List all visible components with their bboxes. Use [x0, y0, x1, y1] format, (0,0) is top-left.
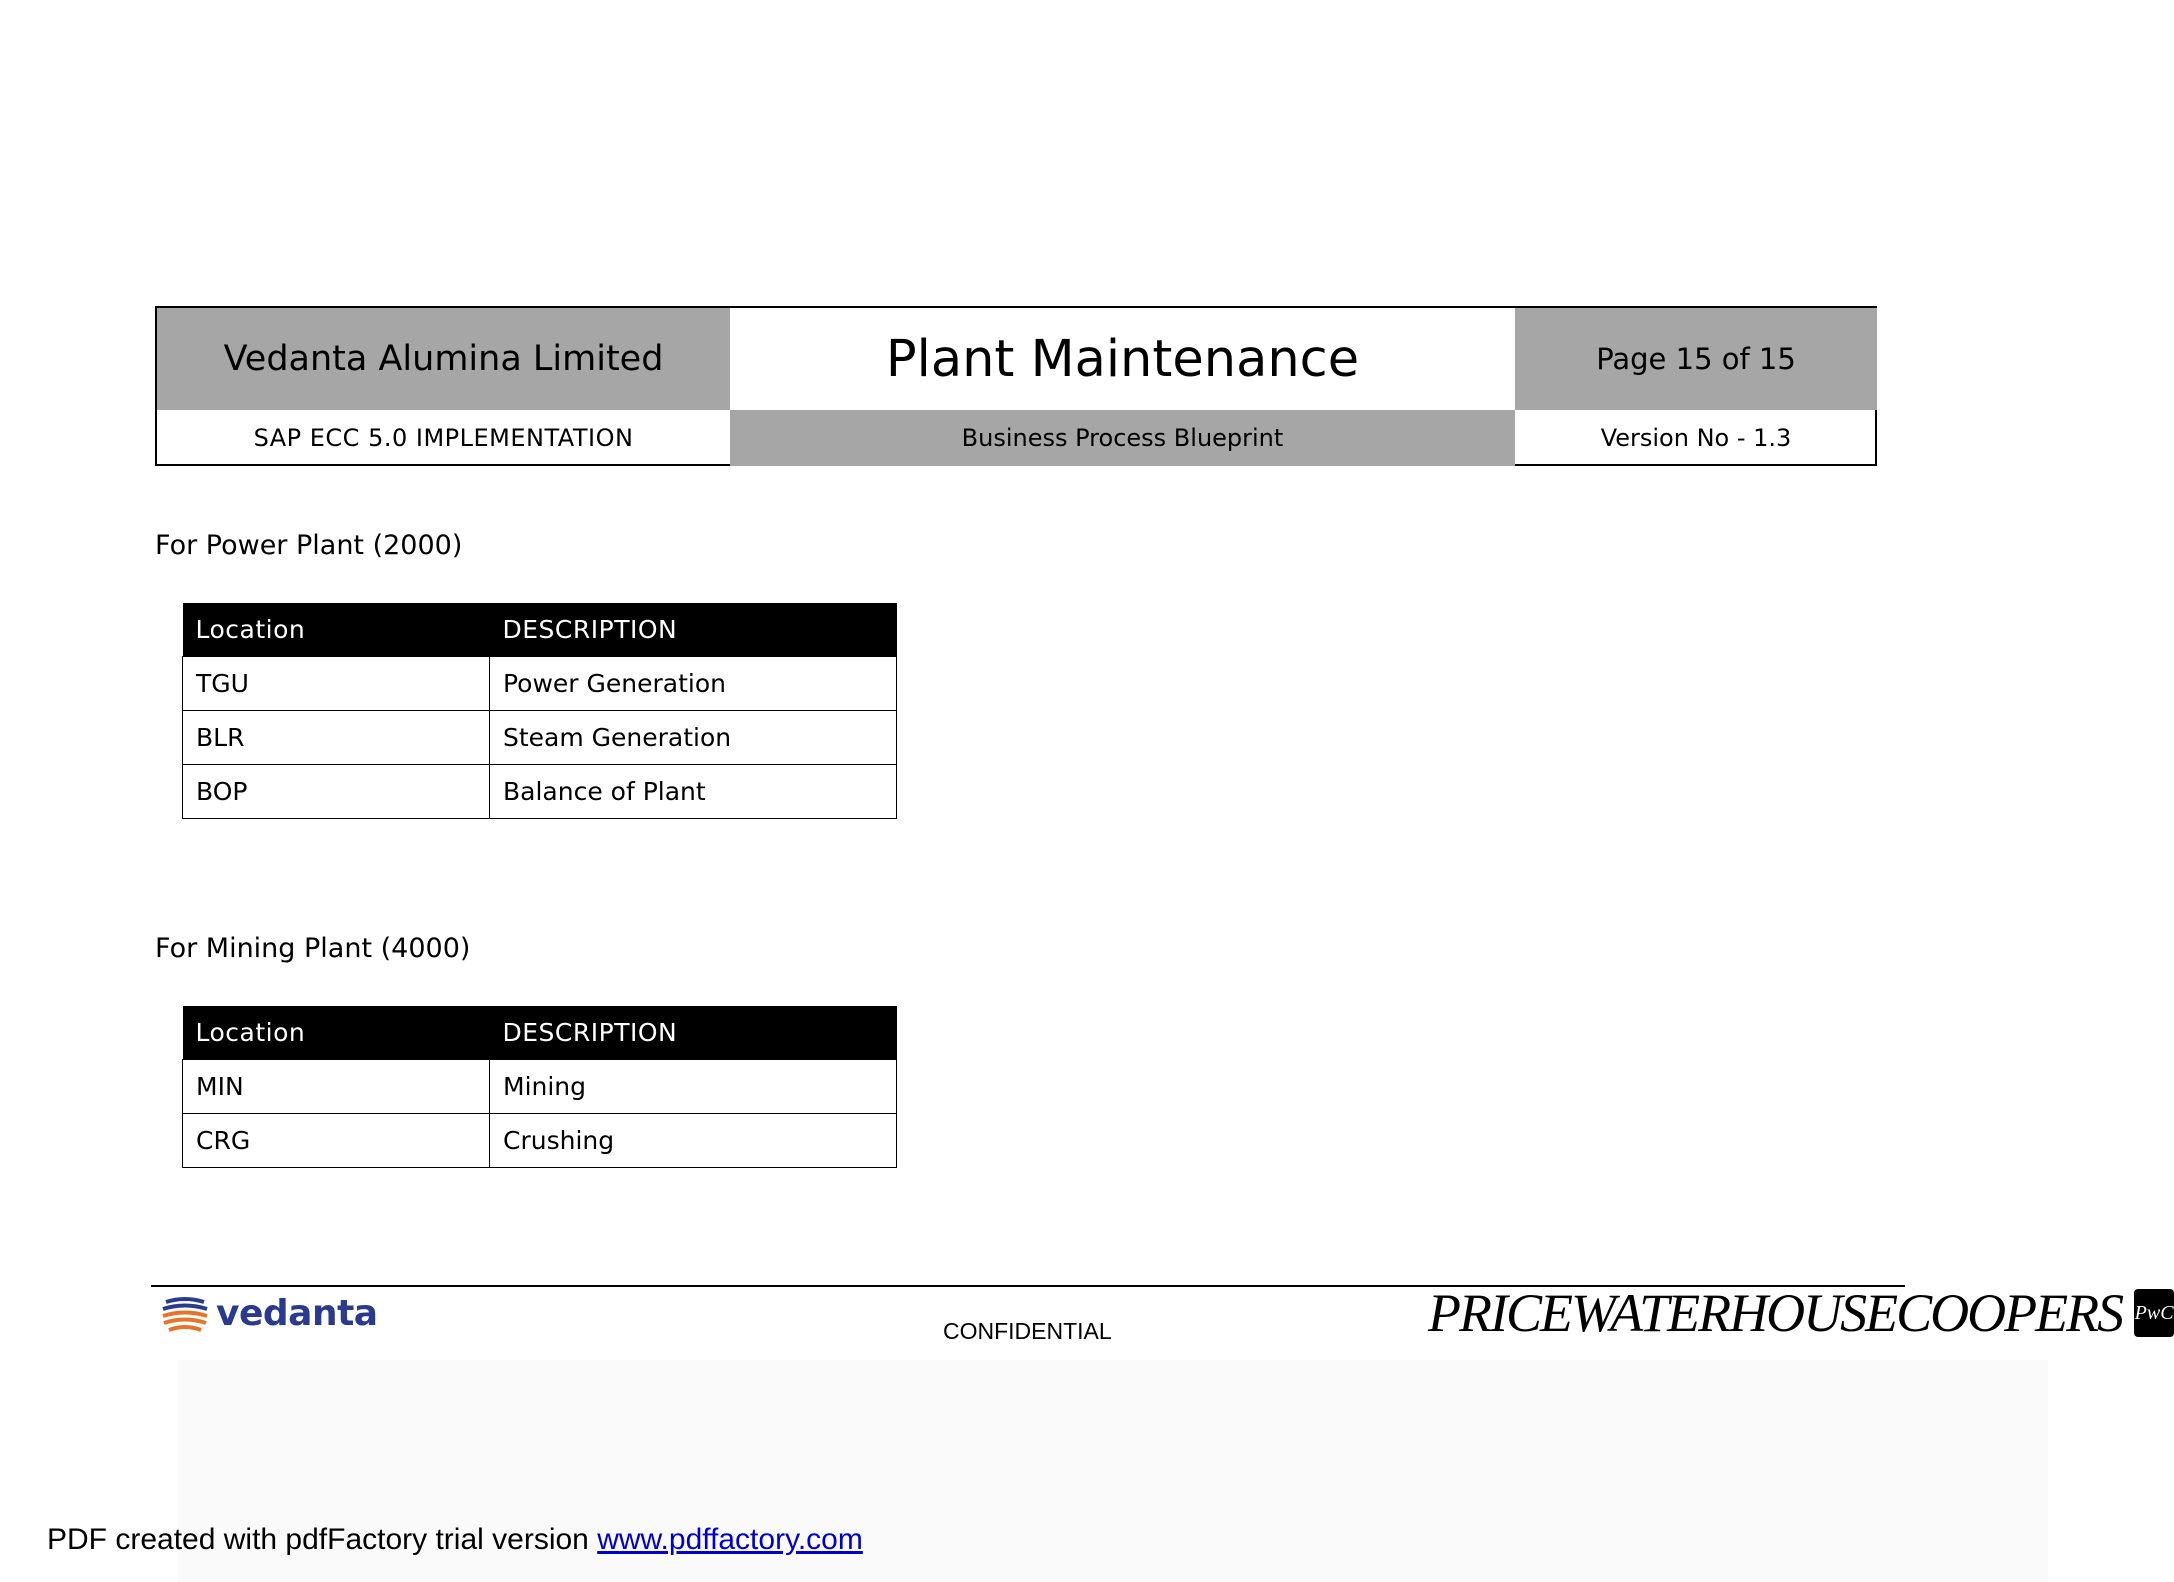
column-header-location: Location [183, 603, 490, 656]
location-code-cell: MIN [183, 1059, 490, 1113]
vedanta-globe-icon [160, 1288, 210, 1338]
mining-plant-location-table [182, 1006, 897, 1168]
column-header-description: DESCRIPTION [490, 603, 897, 656]
vedanta-logo-text: vedanta [216, 1292, 378, 1334]
project-name: SAP ECC 5.0 IMPLEMENTATION [253, 424, 634, 452]
vedanta-logo [160, 1288, 378, 1338]
section-title-mining-plant: For Mining Plant (4000) [155, 933, 471, 964]
pdf-creator-notice [47, 1523, 863, 1557]
location-code-cell: BLR [183, 710, 490, 764]
description-cell: Steam Generation [490, 710, 897, 764]
column-header-location: Location [183, 1006, 490, 1059]
table-header-row [183, 603, 897, 656]
document-header [155, 306, 1877, 466]
table-row [183, 710, 897, 764]
description-cell: Crushing [490, 1113, 897, 1167]
version-number: Version No - 1.3 [1600, 424, 1792, 452]
table-row [183, 656, 897, 710]
table-row [183, 1059, 897, 1113]
location-code-cell: TGU [183, 656, 490, 710]
document-type: Business Process Blueprint [730, 410, 1515, 466]
pdf-notice-text: PDF created with pdfFactory trial version [47, 1523, 598, 1556]
confidential-label: CONFIDENTIAL [943, 1318, 1112, 1344]
page-number: Page 15 of 15 [1515, 308, 1877, 410]
table-header-row [183, 1006, 897, 1059]
description-cell: Power Generation [490, 656, 897, 710]
column-header-description: DESCRIPTION [490, 1006, 897, 1059]
power-plant-location-table [182, 603, 897, 819]
pwc-logo [1428, 1282, 2174, 1344]
pwc-logo-text: PRICEWATERHOUSECOOPERS [1428, 1283, 2123, 1343]
pwc-seal-icon: PwC [2134, 1289, 2174, 1337]
location-code-cell: BOP [183, 764, 490, 818]
description-cell: Balance of Plant [490, 764, 897, 818]
company-name: Vedanta Alumina Limited [157, 308, 730, 410]
section-title-power-plant: For Power Plant (2000) [155, 530, 463, 561]
document-title: Plant Maintenance [885, 329, 1360, 389]
description-cell: Mining [490, 1059, 897, 1113]
pdffactory-link[interactable]: www.pdffactory.com [597, 1523, 863, 1556]
table-row [183, 1113, 897, 1167]
location-code-cell: CRG [183, 1113, 490, 1167]
table-row [183, 764, 897, 818]
